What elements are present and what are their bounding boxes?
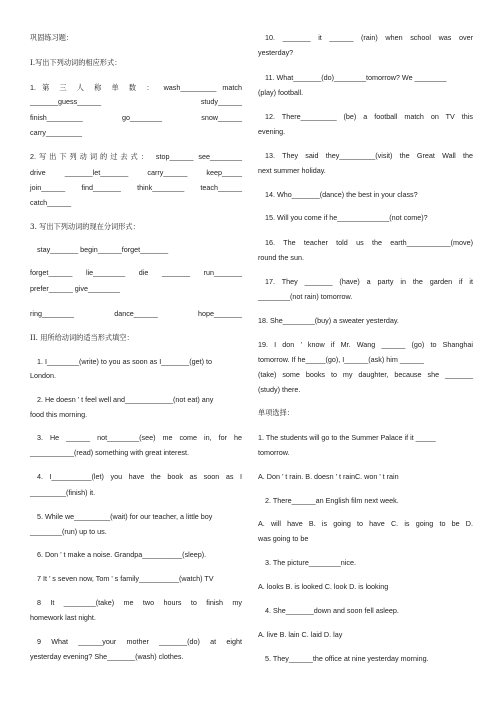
ii-q9-line-2: yesterday evening? She_______(wash) clothes.: [30, 652, 184, 661]
ii-q18-line-1: 18. She________(buy) a sweater yesterday.: [258, 316, 399, 325]
mc-q5-line-1: 5. They______the office at nine yesterday morning.: [265, 654, 429, 663]
q3-line-1: stay_______ begin______forget_______: [37, 245, 169, 254]
q3-line-3: prefer______ give________: [30, 284, 120, 293]
ii-q10-line-2: yesterday?: [258, 48, 294, 57]
ii-q16-line-2: round the sun.: [258, 253, 304, 262]
ii-q6-line-1: 6. Don ’ t make a noise. Grandpa__________(sleep).: [37, 550, 207, 559]
ii-q9-line-1: 9 What ______your mother _______(do) at eight: [37, 637, 242, 646]
ii-q12-line-1: 12. There_________ (be) a football match on TV this: [265, 112, 473, 121]
mc-q4-line-1: 4. She_______down and soon fell asleep.: [265, 606, 399, 615]
ii-q2-line-1: 2. He doesn ’ t feel well and____________(not eat) any: [37, 395, 214, 404]
ii-q1-line-1: 1. I________(write) to you as soon as I_______(get) to: [37, 357, 213, 366]
ii-q17-line-2: ________(not rain) tomorrow.: [258, 292, 353, 301]
ii-q10-line-1: 10. _______ it ______ (rain) when school was over: [265, 33, 473, 42]
q2-line-1: 2.写出下列动词的过去式： stop______ see________: [30, 152, 242, 161]
ii-q4-line-2: _________(finish) it.: [30, 488, 96, 497]
mc-q3-options: A. looks B. is looked C. look D. is looking: [258, 582, 389, 591]
ii-q3-line-2: ___________(read) something with great interest.: [30, 448, 190, 457]
ii-q15-line-1: 15. Will you come if he_____________(not come)?: [265, 213, 428, 222]
mc-q1-line-1: 1. The students will go to the Summer Palace if it _____: [258, 433, 436, 442]
ii-q3-line-1: 3. He ______ not________(see) me come in, for he: [37, 433, 242, 442]
ii-q8-line-1: 8 It ________(take) me two hours to finish my: [37, 598, 242, 607]
mc-q3-line-1: 3. The picture________nice.: [265, 558, 356, 567]
section-ii-heading: II. 用所给动词的适当形式填空：: [30, 333, 134, 342]
q1-line-1: 1. 第 三 人 称 单 数 ： wash_________ match: [30, 83, 242, 92]
ii-q7-line-1: 7 It ’ s seven now, Tom ’ s family__________(watch) TV: [37, 574, 214, 583]
ii-q2-line-2: food this morning.: [30, 410, 88, 419]
ii-q5-line-2: ________(run) up to us.: [30, 527, 107, 536]
mc-q2-options-2: was going to be: [258, 534, 309, 543]
mc-q2-options-1: A. will have B. is going to have C. is going to be D.: [258, 519, 473, 528]
q1-line-3: finish_________ go________ snow______: [30, 113, 242, 122]
q1-line-2: _______guess______ study______: [30, 97, 242, 106]
q3-line-2: forget______ lie________ die _______ run_______: [30, 268, 242, 277]
ii-q16-line-1: 16. The teacher told us the earth___________(move): [265, 238, 473, 247]
ii-q13-line-1: 13. They said they_________(visit) the Great Wall the: [265, 151, 473, 160]
ii-q14-line-1: 14. Who_______(dance) the best in your class?: [265, 190, 418, 199]
ii-q11-line-1: 11. What_______(do)________tomorrow? We ________: [265, 73, 447, 82]
mc-q1-line-2: tomorrow.: [258, 448, 290, 457]
ii-q8-line-2: homework last night.: [30, 613, 96, 622]
mc-q4-options: A. live B. lain C. laid D. lay: [258, 630, 343, 639]
section-i-heading: I.写出下列动词的相应形式：: [30, 58, 122, 67]
ii-q11-line-2: (play) football.: [258, 88, 304, 97]
ii-q13-line-2: next summer holiday.: [258, 166, 326, 175]
mc-q2-line-1: 2. There______an English film next week.: [265, 496, 399, 505]
ii-q19-line-2: tomorrow. If he_____(go), I______(ask) him ______: [258, 355, 424, 364]
mc-q1-options: A. Don ’ t rain. B. doesn ’ t rainC. won ’ t rain: [258, 472, 399, 481]
q3-line-4: ring________ dance______ hope_______: [30, 309, 242, 318]
ii-q5-line-1: 5. While we_________(wait) for our teacher, a little boy: [37, 512, 213, 521]
exercise-heading: 巩固练习题：: [30, 33, 74, 42]
ii-q19-line-3: (take) some books to my daughter, because she _______: [258, 370, 473, 379]
ii-q4-line-1: 4. I__________(let) you have the book as soon as I: [37, 472, 242, 481]
q2-line-4: catch______: [30, 198, 72, 207]
ii-q19-line-4: (study) there.: [258, 385, 301, 394]
section-mc-heading: 单项选择：: [258, 408, 294, 417]
q3-heading: 3. 写出下列动词的现在分词形式：: [30, 222, 140, 231]
ii-q19-line-1: 19. I don ’ know if Mr. Wang ______ (go) to Shanghai: [258, 340, 473, 349]
ii-q1-line-2: London.: [30, 371, 56, 380]
q1-line-4: carry_________: [30, 128, 82, 137]
ii-q12-line-2: evening.: [258, 127, 286, 136]
ii-q17-line-1: 17. They _______ (have) a party in the garden if it: [265, 277, 473, 286]
q2-line-3: join______ find_______ think________ teach______: [30, 183, 242, 192]
q2-line-2: drive _______let_______ carry______ keep_____: [30, 168, 242, 177]
